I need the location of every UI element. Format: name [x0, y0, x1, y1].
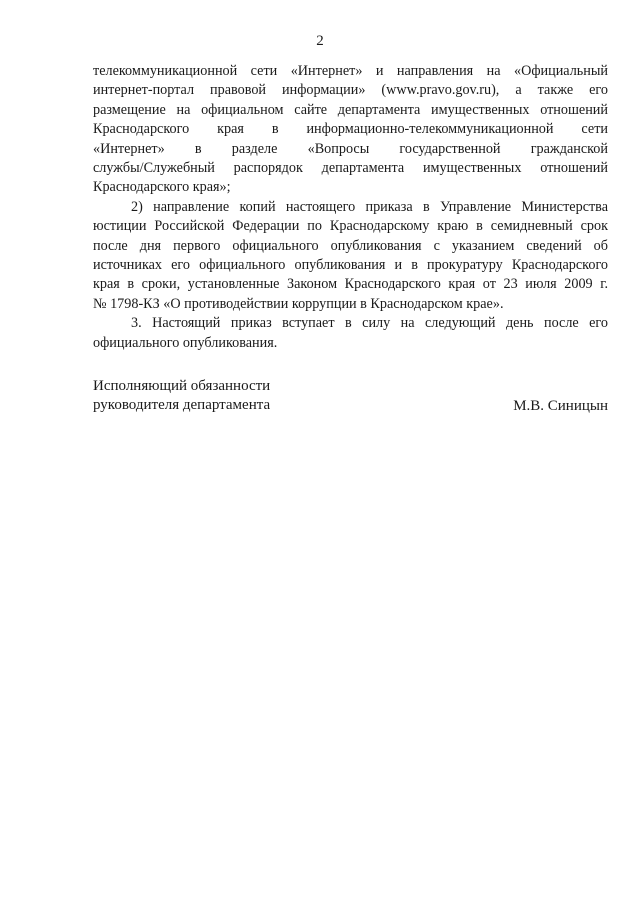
- text-line: службы/Служебный распорядок департамента имущественных отношений: [93, 160, 608, 177]
- text-line: 2) направление копий настоящего приказа в Управление Министерства: [131, 198, 608, 215]
- text-line: «Интернет» в разделе «Вопросы государственной гражданской: [93, 140, 608, 157]
- text-line: размещение на официальном сайте департамента имущественных отношений: [93, 101, 608, 118]
- paragraph-item-3: [93, 314, 608, 353]
- signatory-position: Исполняющий обязанности: [93, 378, 271, 394]
- document-body: [93, 62, 608, 353]
- text-line: источниках его официального опубликования и в прокуратуру Краснодарского: [93, 257, 608, 274]
- text-line: после дня первого официального опубликования с указанием сведений об: [93, 237, 608, 254]
- text-line: Краснодарского края в информационно-телекоммуникационной сети: [93, 121, 608, 138]
- paragraph-continuation: [93, 62, 608, 198]
- signatory-name: М.В. Синицын: [513, 398, 608, 414]
- text-line: телекоммуникационной сети «Интернет» и направления на «Официальный: [93, 63, 608, 79]
- signatory-position: руководителя департамента: [93, 397, 271, 414]
- text-line: интернет-портал правовой информации» (www.pravo.gov.ru), а также его: [93, 82, 608, 99]
- text-line: 3. Настоящий приказ вступает в силу на следующий день после его: [131, 315, 608, 332]
- signature-block: [93, 377, 608, 416]
- text-line: Краснодарского края»;: [93, 179, 231, 196]
- text-line: края в сроки, установленные Законом Краснодарского края от 23 июля 2009 г.: [93, 276, 608, 293]
- paragraph-item-2: [93, 198, 608, 314]
- text-line: № 1798-КЗ «О противодействии коррупции в Краснодарском крае».: [93, 295, 504, 312]
- page-number: 2: [316, 33, 324, 49]
- text-line: официального опубликования.: [93, 334, 278, 351]
- text-line: юстиции Российской Федерации по Краснодарскому краю в семидневный срок: [93, 218, 608, 235]
